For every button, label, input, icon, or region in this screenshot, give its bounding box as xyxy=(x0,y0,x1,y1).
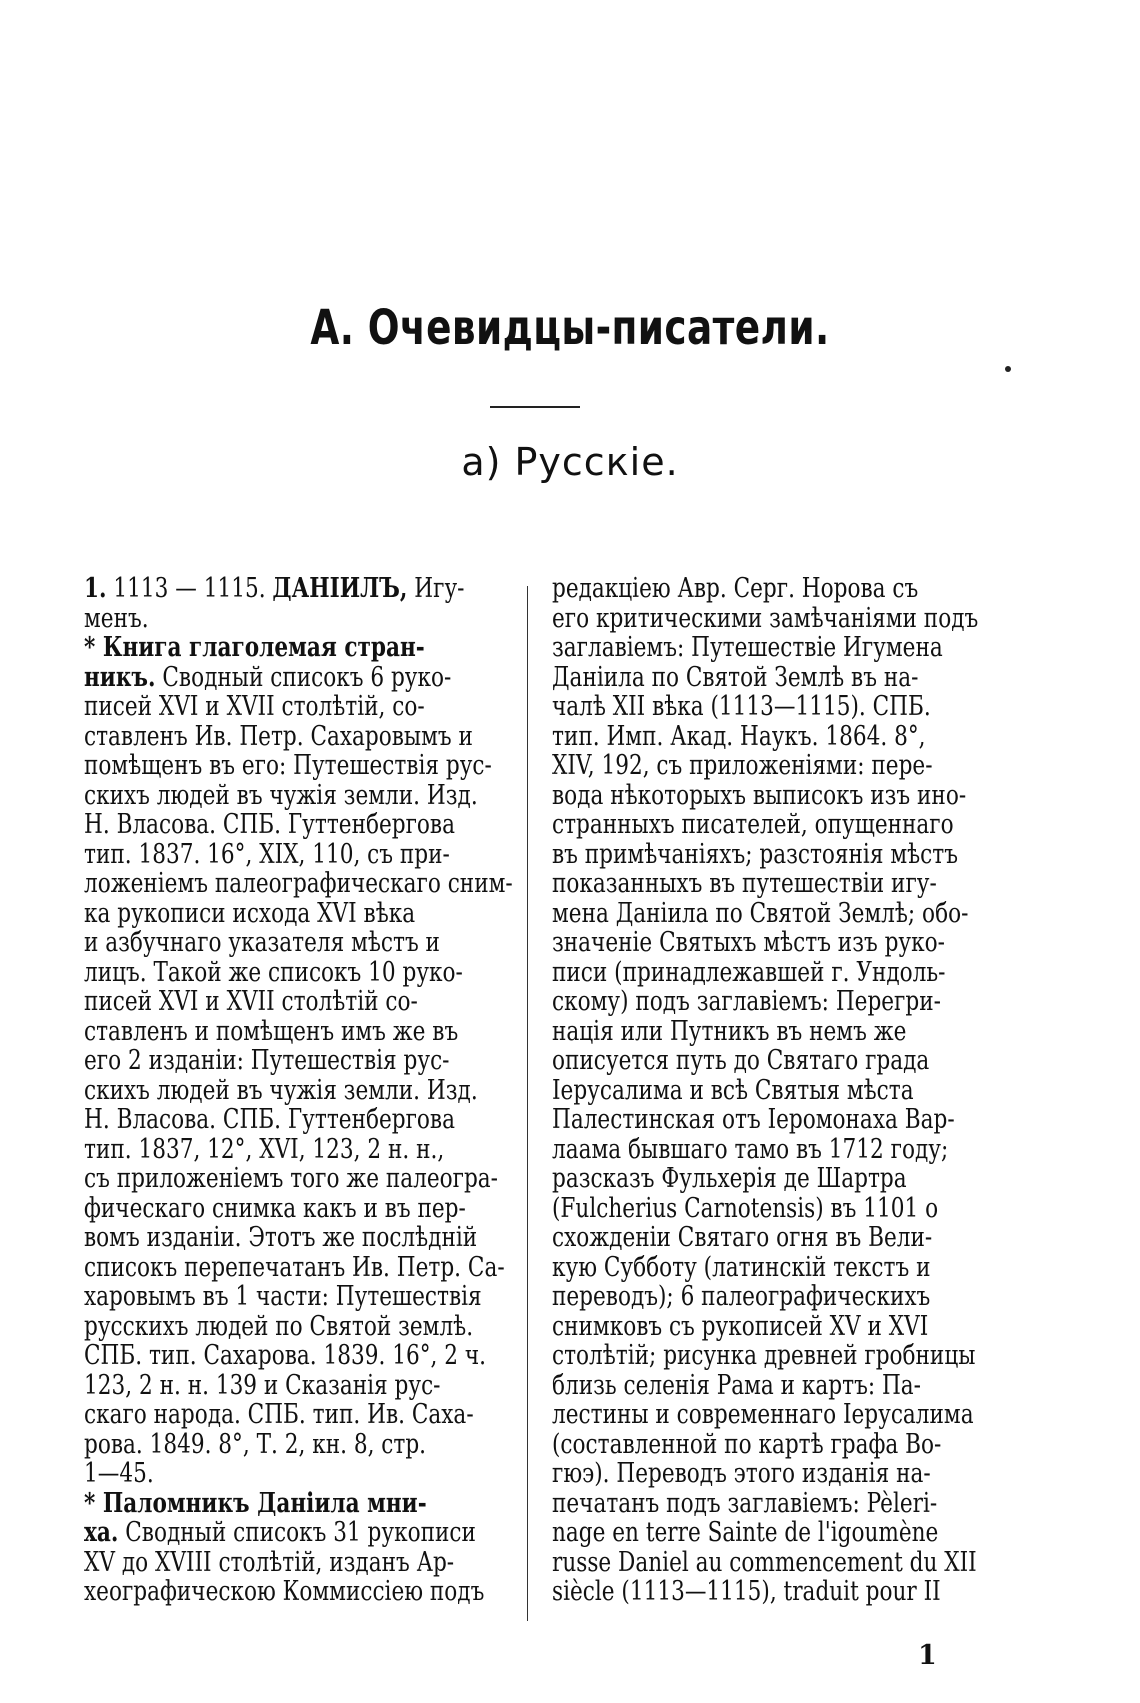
text-line: менъ. xyxy=(84,603,149,633)
text-line: печатанъ подъ заглавіемъ: Pèleri- xyxy=(552,1488,938,1518)
text-line: описуется путь до Святаго града xyxy=(552,1046,930,1076)
text-line: ха. Сводный списокъ 31 рукописи xyxy=(84,1518,476,1548)
text-line: siècle (1113—1115), traduit pour II xyxy=(552,1577,941,1607)
text-line: редакціею Авр. Серг. Норова съ xyxy=(552,574,919,604)
text-line: 123, 2 н. н. 139 и Сказанія рус- xyxy=(84,1370,441,1400)
text-line: харовымъ въ 1 части: Путешествія xyxy=(84,1282,482,1312)
text-line: чалѣ XII вѣка (1113—1115). СПБ. xyxy=(552,692,931,722)
text-line: тип. 1837. 16°, XIX, 110, съ при- xyxy=(84,839,450,869)
text-line: Палестинская отъ Іеромонаха Вар- xyxy=(552,1105,955,1135)
text-line: фическаго снимка какъ и въ пер- xyxy=(84,1193,466,1223)
text-line: съ приложеніемъ того же палеогра- xyxy=(84,1164,498,1194)
text-line: близь селенія Рама и картъ: Па- xyxy=(552,1370,921,1400)
text-line: значеніе Святыхъ мѣстъ изъ руко- xyxy=(552,928,945,958)
text-line: заглавіемъ: Путешествіе Игумена xyxy=(552,633,943,663)
text-line: nage en terre Sainte de l'igoumène xyxy=(552,1518,939,1548)
text-line: переводъ); 6 палеографическихъ xyxy=(552,1282,931,1312)
print-speck xyxy=(1005,366,1011,372)
column-divider xyxy=(527,586,528,1621)
text-line: нація или Путникъ въ немъ же xyxy=(552,1016,907,1046)
text-line: лестины и современнаго Іерусалима xyxy=(552,1400,974,1430)
text-line: (Fulcherius Carnotensis) въ 1101 о xyxy=(552,1193,939,1223)
text-line: въ примѣчаніяхъ; разстоянія мѣстъ xyxy=(552,839,958,869)
text-line: списокъ перепечатанъ Ив. Петр. Са- xyxy=(84,1252,505,1282)
text-line: и азбучнаго указателя мѣстъ и xyxy=(84,928,440,958)
text-line: 1—45. xyxy=(84,1459,154,1489)
text-line: ставленъ и помѣщенъ имъ же въ xyxy=(84,1016,459,1046)
text-line: помѣщенъ въ его: Путешествія рус- xyxy=(84,751,492,781)
text-line: тип. 1837, 12°, XVI, 123, 2 н. н., xyxy=(84,1134,445,1164)
text-line: писи (принадлежавшей г. Ундоль- xyxy=(552,957,946,987)
text-line: ставленъ Ив. Петр. Сахаровымъ и xyxy=(84,721,473,751)
text-line: странныхъ писателей, опущеннаго xyxy=(552,810,954,840)
text-line: снимковъ съ рукописей XV и XVI xyxy=(552,1311,929,1341)
text-line: Н. Власова. СПБ. Гуттенбергова xyxy=(84,810,455,840)
text-line: писей XVI и XVII столѣтій, со- xyxy=(84,692,425,722)
text-line: столѣтій; рисунка древней гробницы xyxy=(552,1341,976,1371)
text-line: Даніила по Святой Землѣ въ на- xyxy=(552,662,919,692)
text-line: скаго народа. СПБ. тип. Ив. Саха- xyxy=(84,1400,474,1430)
page-number: 1 xyxy=(918,1640,937,1671)
text-line: лаама бывшаго тамо въ 1712 году; xyxy=(552,1134,949,1164)
text-line: XV до XVIII столѣтій, изданъ Ар- xyxy=(84,1547,455,1577)
text-line: тип. Имп. Акад. Наукъ. 1864. 8°, xyxy=(552,721,926,751)
text-line: хеографическою Коммиссіею подъ xyxy=(84,1577,485,1607)
text-line: russe Daniel au commencement du XII xyxy=(552,1547,977,1577)
text-line: мена Даніила по Святой Землѣ; обо- xyxy=(552,898,969,928)
text-line: его критическими замѣчаніями подъ xyxy=(552,603,979,633)
text-line: гюэ). Переводъ этого изданія на- xyxy=(552,1459,931,1489)
text-line: русскихъ людей по Святой землѣ. xyxy=(84,1311,474,1341)
text-line: рова. 1849. 8°, Т. 2, кн. 8, стр. xyxy=(84,1429,427,1459)
text-line: XIV, 192, съ приложеніями: пере- xyxy=(552,751,933,781)
text-line: схожденіи Святаго огня въ Вели- xyxy=(552,1223,933,1253)
text-line: 1. 1113 — 1115. ДАНІИЛЪ, Игу- xyxy=(84,574,465,604)
text-line: скому) подъ заглавіемъ: Перегри- xyxy=(552,987,941,1017)
text-line: лицъ. Такой же списокъ 10 руко- xyxy=(84,957,463,987)
text-line: вода нѣкоторыхъ выписокъ изъ ино- xyxy=(552,780,967,810)
text-line: писей XVI и XVII столѣтій со- xyxy=(84,987,418,1017)
text-line: кую Субботу (латинскій текстъ и xyxy=(552,1252,931,1282)
text-line: (составленной по картѣ графа Во- xyxy=(552,1429,942,1459)
text-line: Іерусалима и всѣ Святыя мѣста xyxy=(552,1075,914,1105)
text-line: скихъ людей въ чужія земли. Изд. xyxy=(84,1075,478,1105)
left-column xyxy=(84,574,524,1607)
right-column xyxy=(552,574,992,1607)
text-line: скихъ людей въ чужія земли. Изд. xyxy=(84,780,478,810)
text-line: * Паломникъ Даніила мни- xyxy=(84,1488,427,1518)
text-line: * Книга глаголемая стран- xyxy=(84,633,425,663)
section-title: А. Очевидцы-писатели. xyxy=(310,300,830,356)
text-line: ка рукописи исхода XVI вѣка xyxy=(84,898,416,928)
text-line: разсказъ Фульхерія де Шартра xyxy=(552,1164,907,1194)
text-line: никъ. Сводный списокъ 6 руко- xyxy=(84,662,452,692)
text-line: показанныхъ въ путешествіи игу- xyxy=(552,869,937,899)
text-line: его 2 изданіи: Путешествія рус- xyxy=(84,1046,450,1076)
text-line: СПБ. тип. Сахарова. 1839. 16°, 2 ч. xyxy=(84,1341,486,1371)
text-line: ложеніемъ палеографическаго сним- xyxy=(84,869,513,899)
subsection-title: а) Русскіе. xyxy=(461,440,679,484)
title-divider xyxy=(490,406,580,408)
text-line: вомъ изданіи. Этотъ же послѣдній xyxy=(84,1223,478,1253)
text-line: Н. Власова. СПБ. Гуттенбергова xyxy=(84,1105,455,1135)
